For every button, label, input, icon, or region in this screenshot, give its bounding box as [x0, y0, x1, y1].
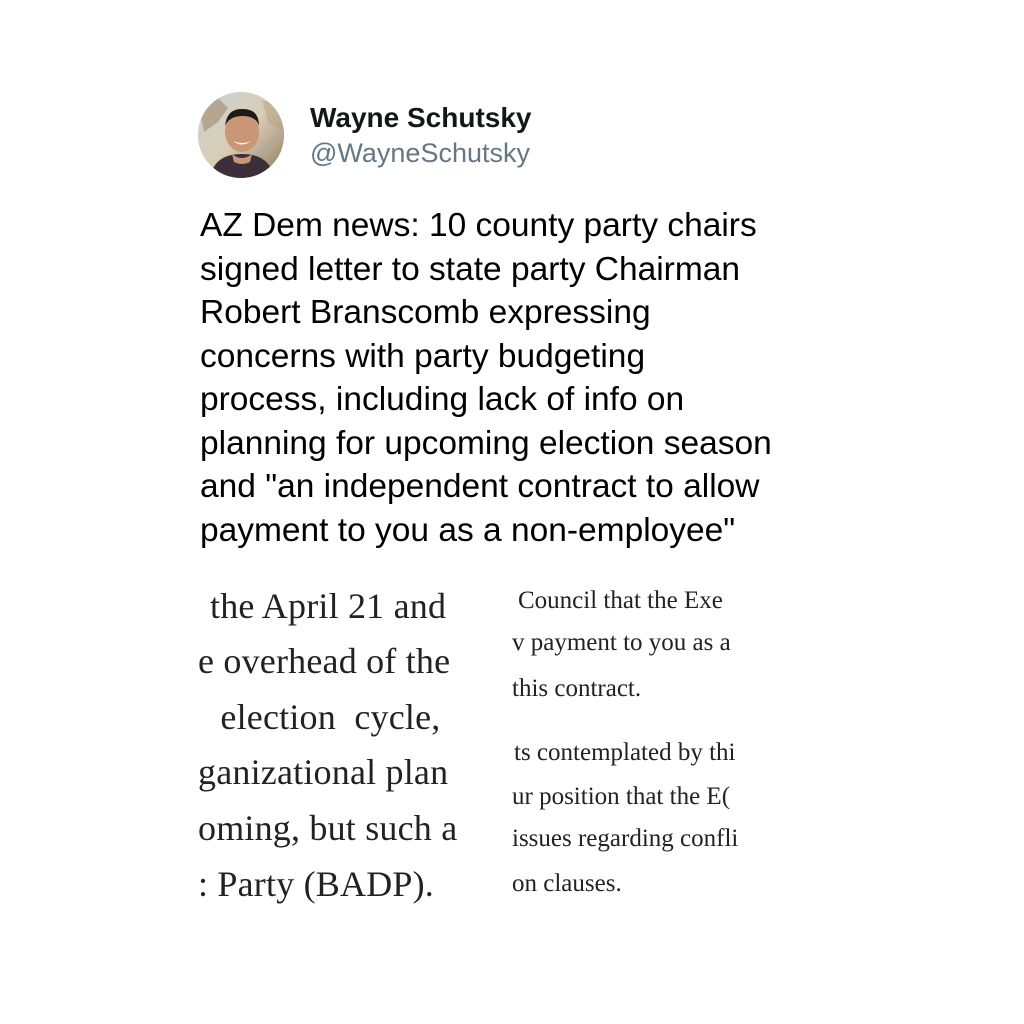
document-line: issues regarding confli: [512, 825, 739, 852]
tweet-text-line: Robert Branscomb expressing: [200, 294, 651, 331]
document-line: oming, but such a: [198, 808, 458, 848]
document-line: this contract.: [512, 675, 642, 702]
document-line: v payment to you as a: [512, 629, 731, 656]
tweet-text-line: AZ Dem news: 10 county party chairs: [200, 207, 757, 244]
tweet-text-line: process, including lack of info on: [200, 381, 685, 418]
tweet-text-line: payment to you as a non-employee": [200, 511, 736, 549]
avatar[interactable]: [198, 92, 284, 178]
document-line: : Party (BADP).: [198, 864, 434, 904]
tweet-text-line: planning for upcoming election season: [200, 424, 772, 462]
tweet-text: [200, 204, 840, 552]
author-row: [198, 92, 531, 178]
attached-document-image[interactable]: [198, 580, 838, 910]
profile-photo-icon: [198, 92, 284, 178]
document-line: ur position that the E(: [512, 783, 731, 810]
document-line: the April 21 and: [210, 586, 447, 626]
tweet-text-line: and "an independent contract to allow: [200, 468, 760, 505]
document-line: Council that the Exe: [518, 587, 723, 614]
document-line: ganizational plan: [198, 752, 449, 792]
document-snippet-left: [198, 580, 510, 910]
document-line: election cycle,: [202, 697, 441, 737]
document-line: e overhead of the: [198, 641, 451, 681]
user-handle[interactable]: @WayneSchutsky: [310, 138, 530, 168]
document-line: on clauses.: [512, 870, 622, 897]
display-name[interactable]: Wayne Schutsky: [310, 102, 532, 133]
document-line: ts contemplated by thi: [514, 739, 736, 766]
document-snippet-right: [512, 580, 838, 910]
tweet-text-line: concerns with party budgeting: [200, 337, 646, 375]
author-text: [310, 101, 531, 169]
tweet-text-line: signed letter to state party Chairman: [200, 250, 740, 288]
